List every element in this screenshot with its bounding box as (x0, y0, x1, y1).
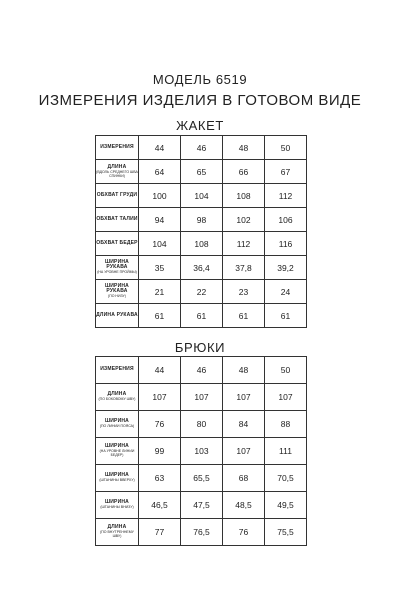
measurement-value: 61 (139, 304, 181, 328)
measurement-name: ШИРИНА (105, 443, 129, 450)
measurement-value: 84 (223, 411, 265, 438)
measurement-value: 61 (223, 304, 265, 328)
measurement-value: 64 (139, 160, 181, 184)
row-label (96, 208, 139, 232)
row-label (96, 136, 139, 160)
measurement-value: 94 (139, 208, 181, 232)
measurement-note: (НА УРОВНЕ ЛИНИИ БЕДЕР) (99, 449, 135, 458)
measurement-value: 102 (223, 208, 265, 232)
table-row (96, 411, 307, 438)
measurement-value: 99 (139, 438, 181, 465)
measurement-value: 107 (139, 384, 181, 411)
measurement-value: 66 (223, 160, 265, 184)
measurement-value: 112 (265, 184, 307, 208)
measurement-name: ДЛИНА (107, 524, 127, 531)
table-row (96, 384, 307, 411)
measurement-value: 24 (265, 280, 307, 304)
measurement-value: 107 (223, 438, 265, 465)
measurement-name: ДЛИНА РУКАВА (96, 311, 138, 318)
row-label (96, 184, 139, 208)
size-header-cell: 48 (223, 136, 265, 160)
measurement-value: 23 (223, 280, 265, 304)
table-row (96, 438, 307, 465)
measurement-value: 46,5 (139, 492, 181, 519)
row-label (96, 465, 139, 492)
table-row (96, 208, 307, 232)
measurement-note: (НА УРОВНЕ ПРОЙМЫ) (97, 270, 137, 275)
measurement-value: 61 (265, 304, 307, 328)
row-label (96, 232, 139, 256)
table-row (96, 280, 307, 304)
jacket-measurements-table (95, 135, 307, 328)
row-label (96, 519, 139, 546)
row-label (96, 492, 139, 519)
measurement-name: ШИРИНА РУКАВА (105, 258, 129, 271)
measurement-value: 77 (139, 519, 181, 546)
measurement-name: ШИРИНА (105, 418, 129, 425)
measurement-value: 111 (265, 438, 307, 465)
measurement-value: 76 (139, 411, 181, 438)
measurement-value: 37,8 (223, 256, 265, 280)
table-row (96, 232, 307, 256)
table-row (96, 357, 307, 384)
model-title: МОДЕЛЬ 6519 (152, 72, 248, 87)
measurement-value: 76,5 (181, 519, 223, 546)
measurement-value: 22 (181, 280, 223, 304)
measurement-value: 65,5 (181, 465, 223, 492)
row-label (96, 438, 139, 465)
measurement-value: 106 (265, 208, 307, 232)
table-row (96, 256, 307, 280)
measurement-note: (ВДОЛЬ СРЕДНЕГО ШВА СПИНКИ) (96, 169, 138, 178)
measurement-note: (ШТАНИНЫ ВВЕРХУ) (99, 478, 135, 483)
pants-measurements-table (95, 356, 307, 546)
measurement-value: 67 (265, 160, 307, 184)
size-header-cell: 50 (265, 136, 307, 160)
measurement-value: 104 (139, 232, 181, 256)
row-label (96, 304, 139, 328)
measurement-name: ОБХВАТ ГРУДИ (96, 191, 138, 198)
measurement-value: 63 (139, 465, 181, 492)
size-header-cell: 44 (139, 357, 181, 384)
measurement-value: 65 (181, 160, 223, 184)
measurement-value: 108 (181, 232, 223, 256)
row-label (96, 160, 139, 184)
measurement-value: 36,4 (181, 256, 223, 280)
measurement-value: 103 (181, 438, 223, 465)
row-label (96, 411, 139, 438)
row-label (96, 256, 139, 280)
measurement-name: ДЛИНА (107, 391, 127, 398)
measurement-value: 107 (181, 384, 223, 411)
measurement-value: 35 (139, 256, 181, 280)
measurement-value: 112 (223, 232, 265, 256)
measurement-note: (ПО БОКОВОМУ ШВУ) (98, 397, 136, 402)
measurement-value: 61 (181, 304, 223, 328)
measurement-value: 48,5 (223, 492, 265, 519)
table-row (96, 304, 307, 328)
table-row (96, 160, 307, 184)
size-header-cell: 46 (181, 136, 223, 160)
measurement-name: ШИРИНА (105, 472, 129, 479)
measurement-value: 107 (265, 384, 307, 411)
measurement-value: 80 (181, 411, 223, 438)
measurement-value: 104 (181, 184, 223, 208)
table-row (96, 184, 307, 208)
row-label (96, 280, 139, 304)
measurement-name: ОБХВАТ БЕДЕР (96, 239, 138, 246)
measurement-value: 88 (265, 411, 307, 438)
measurement-value: 21 (139, 280, 181, 304)
measurement-value: 70,5 (265, 465, 307, 492)
measurement-value: 75,5 (265, 519, 307, 546)
measurement-value: 39,2 (265, 256, 307, 280)
measurement-name: ШИРИНА РУКАВА (105, 282, 129, 295)
table-row (96, 492, 307, 519)
measurement-value: 107 (223, 384, 265, 411)
measurement-name: ИЗМЕРЕНИЯ (100, 143, 134, 150)
measurement-value: 47,5 (181, 492, 223, 519)
measurement-value: 100 (139, 184, 181, 208)
measurement-name: ШИРИНА (105, 499, 129, 506)
measurement-name: ДЛИНА (107, 163, 127, 170)
table-row (96, 136, 307, 160)
size-header-cell: 48 (223, 357, 265, 384)
measurement-value: 49,5 (265, 492, 307, 519)
measurement-name: ИЗМЕРЕНИЯ (100, 366, 134, 373)
row-label (96, 384, 139, 411)
measurement-note: (ПО НИЗУ) (108, 294, 126, 299)
table-row (96, 519, 307, 546)
page-title: ИЗМЕРЕНИЯ ИЗДЕЛИЯ В ГОТОВОМ ВИДЕ (38, 92, 362, 109)
jacket-section-title: ЖАКЕТ (176, 118, 224, 133)
measurement-value: 76 (223, 519, 265, 546)
row-label (96, 357, 139, 384)
size-header-cell: 44 (139, 136, 181, 160)
size-header-cell: 50 (265, 357, 307, 384)
measurement-value: 108 (223, 184, 265, 208)
measurement-note: (ПО ЛИНИИ ПОЯСА) (99, 424, 135, 429)
measurement-note: (ШТАНИНЫ ВНИЗУ) (100, 505, 134, 510)
pants-section-title: БРЮКИ (174, 340, 226, 355)
size-header-cell: 46 (181, 357, 223, 384)
measurement-name: ОБХВАТ ТАЛИИ (96, 215, 138, 222)
measurement-value: 116 (265, 232, 307, 256)
measurement-value: 68 (223, 465, 265, 492)
table-row (96, 465, 307, 492)
measurement-note: (ПО ВНУТРЕННЕМУ ШВУ) (100, 530, 134, 539)
measurement-value: 98 (181, 208, 223, 232)
